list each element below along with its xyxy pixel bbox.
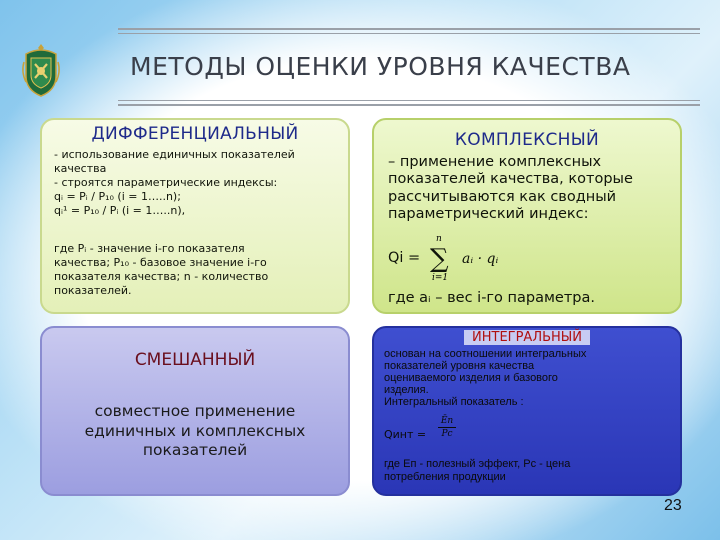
sigma-expression: aᵢ · qᵢ xyxy=(462,251,499,267)
title-rule xyxy=(118,100,700,101)
title-rule-lower xyxy=(118,104,700,106)
integral-heading: ИНТЕГРАЛЬНЫЙ xyxy=(464,330,590,345)
differential-formula: qᵢ¹ = P₁₀ / Pᵢ (i = 1…..n), xyxy=(54,204,186,217)
integral-foot-line: где Eп - полезный эффект, Pс - цена xyxy=(384,458,571,470)
integral-line: Интегральный показатель : xyxy=(384,396,524,408)
fraction-denominator: Pс xyxy=(441,429,453,439)
differential-line: - использование единичных показателей xyxy=(54,148,295,161)
mixed-line: совместное применение xyxy=(94,402,296,420)
mixed-line: единичных и комплексных xyxy=(84,421,306,440)
differential-heading: ДИФФЕРЕНЦИАЛЬНЫЙ xyxy=(91,124,299,144)
slide-title: МЕТОДЫ ОЦЕНКИ УРОВНЯ КАЧЕСТВА xyxy=(130,52,631,81)
mixed-card xyxy=(40,326,350,496)
differential-line: качества xyxy=(54,162,107,175)
complex-where: где aᵢ – вес i-го параметра. xyxy=(388,290,595,306)
sigma-upper-limit: n xyxy=(436,234,442,244)
mixed-line: показателей xyxy=(142,441,248,459)
differential-formula: qᵢ = Pᵢ / P₁₀ (i = 1…..n); xyxy=(54,190,181,203)
differential-line: показателя качества; n - количество xyxy=(54,270,269,283)
sigma-lower-limit: i=1 xyxy=(432,273,449,283)
complex-heading: КОМПЛЕКСНЫЙ xyxy=(454,130,600,150)
integral-line: показателей уровня качества xyxy=(384,360,535,372)
page-number: 23 xyxy=(664,497,682,514)
differential-line: показателей. xyxy=(54,284,132,297)
mixed-description xyxy=(52,402,338,461)
differential-line: качества; P₁₀ - базовое значение i-го xyxy=(54,256,267,269)
integral-description xyxy=(384,348,674,408)
integral-card xyxy=(372,326,682,496)
complex-formula-label: Qi = xyxy=(388,250,421,266)
integral-fraction xyxy=(438,416,456,439)
fraction-numerator: Ēп xyxy=(440,416,454,426)
complex-description: – применение комплексных показателей качества, которые рассчитываются как сводный параметрический индекс: xyxy=(388,154,633,223)
complex-card xyxy=(372,118,682,314)
integral-formula-label: Qинт = xyxy=(384,428,427,441)
integral-foot-line: потребления продукции xyxy=(384,470,506,483)
sigma-icon: ∑ xyxy=(430,244,449,274)
top-rule-inner xyxy=(118,33,700,34)
integral-line: оцениваемого изделия и базового xyxy=(384,372,558,384)
integral-footnote xyxy=(384,458,674,483)
mixed-heading: СМЕШАННЫЙ xyxy=(134,350,256,370)
differential-card xyxy=(40,118,350,314)
differential-line: где Pᵢ - значение i-го показателя xyxy=(54,242,245,255)
fraction-bar xyxy=(438,427,456,428)
integral-line: основан на соотношении интегральных xyxy=(384,348,587,360)
top-rule xyxy=(118,28,700,30)
integral-line: изделия. xyxy=(384,384,429,396)
emblem-logo xyxy=(20,42,62,98)
differential-line: - строятся параметрические индексы: xyxy=(54,176,278,189)
